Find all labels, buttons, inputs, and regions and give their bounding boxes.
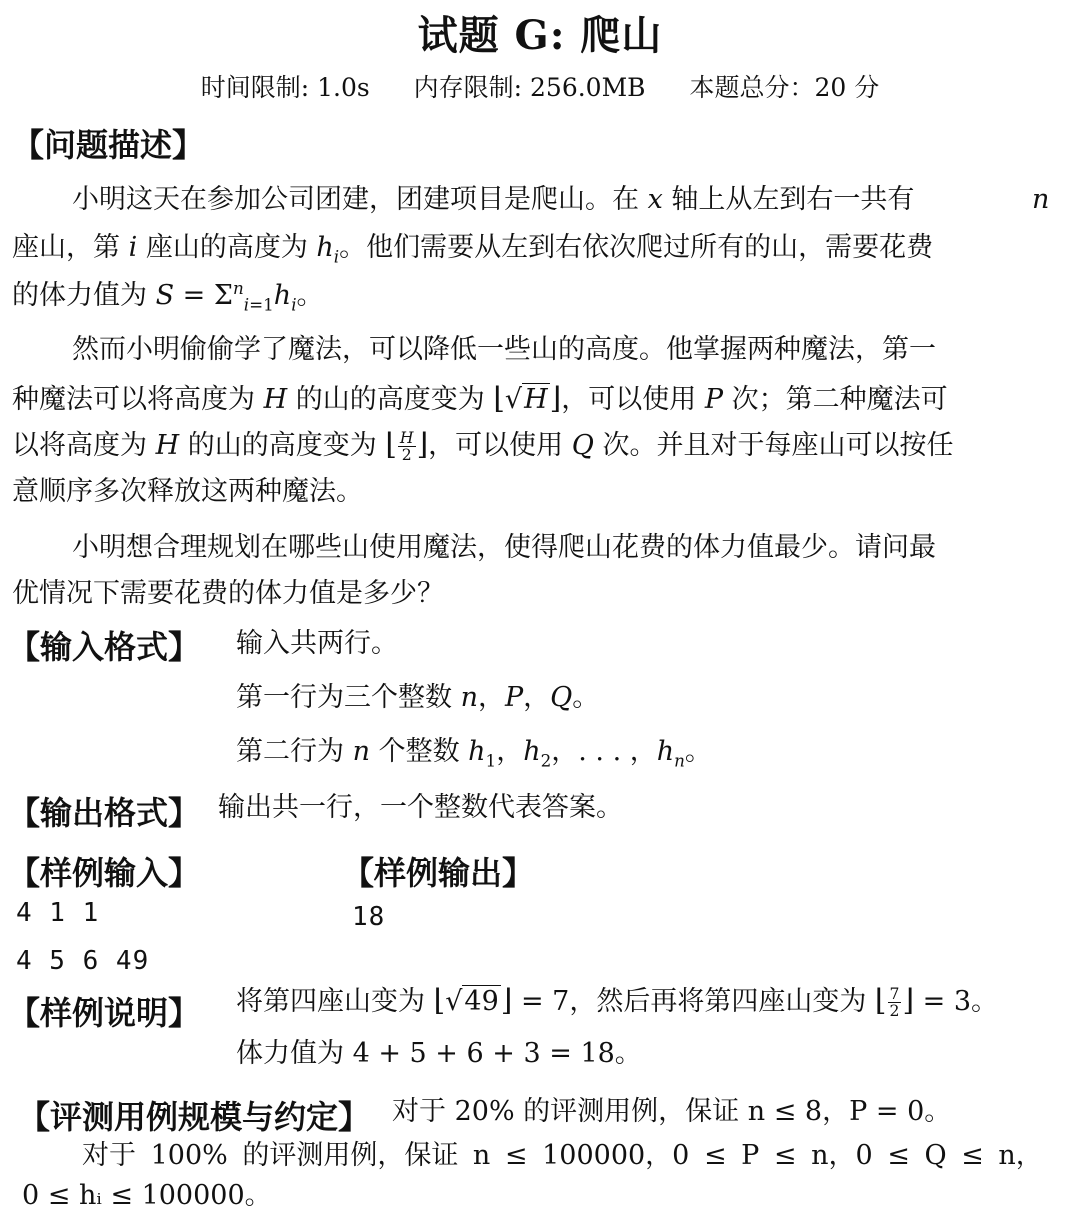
section-sample-explain-heading: 【样例说明】 <box>8 994 201 1032</box>
input-format-line2: 第一行为三个整数 n，P，Q。 <box>236 682 600 713</box>
section-output-format-heading: 【输出格式】 <box>8 794 201 832</box>
explain-line1: 将第四座山变为 ⌊√49⌋ = 7，然后再将第四座山变为 ⌊ $\frac{7}{2}$ ⌋ = 3。 <box>236 983 999 1020</box>
desc-p1-line1: 小明这天在参加公司团建，团建项目是爬山。在 x 轴上从左到右一共有 n <box>72 184 1050 215</box>
problem-title: 试题 G: 爬山 <box>417 12 663 59</box>
section-input-format-heading: 【输入格式】 <box>8 628 201 666</box>
desc-p1-line3: 的体力值为 $S = \Sigma^n_{i=1}h_i$。 <box>12 278 324 315</box>
explain-line2: 体力值为 4 + 5 + 6 + 3 = 18。 <box>236 1038 642 1069</box>
input-format-line1: 输入共两行。 <box>236 628 398 659</box>
constraints-line2: 对于 100% 的评测用例，保证 n ≤ 100000，0 ≤ P ≤ n，0 ≤ Q ≤ n， <box>82 1140 1043 1171</box>
desc-p2-line2: 种魔法可以将高度为 H 的山的高度变为 ⌊√H⌋，可以使用 P 次；第二种魔法可 <box>12 381 948 416</box>
section-description-heading: 【问题描述】 <box>12 126 205 164</box>
constraints-line3: 0 ≤ hᵢ ≤ 100000。 <box>22 1180 272 1211</box>
desc-p2-line3: 以将高度为 H 的山的高度变为 ⌊ $\frac{H}{2}$ ⌋，可以使用 Q 次。并且对于每座山可以按任 <box>12 427 954 464</box>
desc-p1-line2: 座山，第 i 座山的高度为 $h_i$。他们需要从左到右依次爬过所有的山，需要花费 <box>12 232 934 267</box>
desc-p2-line1: 然而小明偷偷学了魔法，可以降低一些山的高度。他掌握两种魔法，第一 <box>72 334 936 365</box>
input-format-line3: 第二行为 n 个整数 $h_1$，$h_2$，. . . ，$h_n$。 <box>236 736 712 771</box>
desc-p3-line2: 优情况下需要花费的体力值是多少？ <box>12 578 444 609</box>
sample-output-value: 18 <box>352 902 386 932</box>
constraints-line1: 对于 20% 的评测用例，保证 n ≤ 8，P = 0。 <box>392 1096 952 1127</box>
desc-p2-line4: 意顺序多次释放这两种魔法。 <box>12 476 363 507</box>
total-score: 本题总分：20 分 <box>689 73 880 102</box>
section-sample-output-heading: 【样例输出】 <box>342 854 535 892</box>
output-format-text: 输出共一行，一个整数代表答案。 <box>218 792 623 823</box>
memory-limit: 内存限制: 256.0MB <box>413 73 646 102</box>
section-sample-input-heading: 【样例输入】 <box>8 854 201 892</box>
limits-line <box>0 68 1080 104</box>
sample-input-line1: 4 1 1 <box>16 898 100 928</box>
desc-p3-line1: 小明想合理规划在哪些山使用魔法，使得爬山花费的体力值最少。请问最 <box>72 532 936 563</box>
sample-input-line2: 4 5 6 49 <box>16 946 150 976</box>
section-constraints-heading: 【评测用例规模与约定】 <box>18 1098 371 1136</box>
time-limit: 时间限制: 1.0s <box>200 73 370 102</box>
